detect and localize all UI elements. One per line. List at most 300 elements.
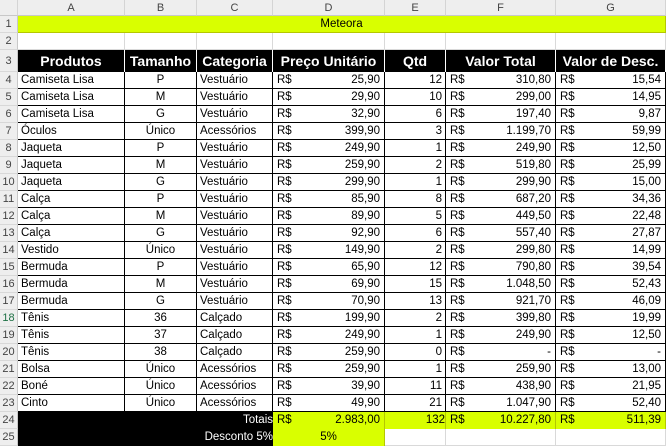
cell-total[interactable] [446, 276, 556, 293]
cell-total[interactable] [446, 225, 556, 242]
row-header-8[interactable]: 8 [0, 140, 18, 157]
cell-desc-value: 14,95 [632, 91, 661, 103]
cell-categoria[interactable]: Vestuário [197, 225, 273, 242]
row-header-17[interactable]: 17 [0, 293, 18, 310]
currency-symbol: R$ [560, 193, 575, 205]
row-header-22[interactable]: 22 [0, 378, 18, 395]
cell-total-value: 1.048,50 [506, 278, 551, 290]
cell-categoria[interactable]: Vestuário [197, 191, 273, 208]
currency-symbol: R$ [277, 278, 292, 290]
table-row [0, 106, 666, 123]
cell-categoria[interactable]: Vestuário [197, 140, 273, 157]
cell-tamanho[interactable]: G [125, 225, 197, 242]
header-row [0, 50, 666, 72]
cell-categoria[interactable]: Acessórios [197, 395, 273, 412]
cell-preco[interactable] [273, 242, 385, 259]
cell-preco[interactable] [273, 378, 385, 395]
cell-qtd[interactable]: 3 [385, 123, 446, 140]
cell-tamanho[interactable]: G [125, 174, 197, 191]
cell-total-value: 197,40 [515, 108, 551, 120]
row-header-18[interactable]: 18 [0, 310, 18, 327]
cell-produto[interactable]: Tênis [18, 310, 125, 327]
currency-symbol: R$ [450, 329, 465, 341]
cell-tamanho[interactable]: M [125, 208, 197, 225]
cell-total-value: 790,80 [515, 261, 551, 273]
column-header-d[interactable]: D [273, 0, 385, 16]
discount-label[interactable]: Desconto 5% [18, 429, 273, 446]
cell-categoria[interactable]: Vestuário [197, 72, 273, 89]
empty-cell[interactable] [446, 33, 556, 50]
cell-categoria[interactable]: Acessórios [197, 378, 273, 395]
currency-symbol: R$ [450, 125, 465, 137]
cell-desc-value: 27,87 [632, 227, 661, 239]
currency-symbol: R$ [277, 91, 292, 103]
cell-total-value: 299,00 [515, 91, 551, 103]
row-header-2[interactable]: 2 [0, 33, 18, 50]
cell-total[interactable] [446, 72, 556, 89]
cell-preco[interactable] [273, 276, 385, 293]
cell-total-value: 557,40 [515, 227, 551, 239]
currency-symbol: R$ [277, 159, 292, 171]
cell-desc[interactable] [556, 361, 666, 378]
cell-tamanho[interactable]: Único [125, 361, 197, 378]
table-row [0, 72, 666, 89]
cell-qtd[interactable]: 8 [385, 191, 446, 208]
row-header-15[interactable]: 15 [0, 259, 18, 276]
cell-qtd[interactable]: 2 [385, 157, 446, 174]
row-1 [0, 16, 666, 33]
currency-symbol: R$ [450, 142, 465, 154]
col-header-produtos[interactable]: Produtos [18, 50, 125, 72]
cell-desc[interactable] [556, 225, 666, 242]
row-header-23[interactable]: 23 [0, 395, 18, 412]
row-header-9[interactable]: 9 [0, 157, 18, 174]
cell-tamanho[interactable]: 37 [125, 327, 197, 344]
cell-produto[interactable]: Jaqueta [18, 140, 125, 157]
currency-symbol: R$ [450, 363, 465, 375]
currency-symbol: R$ [560, 397, 575, 409]
table-row [0, 310, 666, 327]
cell-preco-value: 92,90 [351, 227, 380, 239]
cell-desc[interactable] [556, 276, 666, 293]
row-header-1[interactable]: 1 [0, 16, 18, 33]
cell-desc[interactable] [556, 174, 666, 191]
cell-produto[interactable]: Calça [18, 191, 125, 208]
cell-total[interactable] [446, 327, 556, 344]
currency-symbol: R$ [450, 244, 465, 256]
cell-categoria[interactable]: Acessórios [197, 123, 273, 140]
currency-symbol: R$ [450, 74, 465, 86]
cell-desc-value: 25,99 [632, 159, 661, 171]
currency-symbol: R$ [450, 91, 465, 103]
cell-categoria[interactable]: Vestuário [197, 106, 273, 123]
currency-symbol: R$ [277, 193, 292, 205]
cell-total[interactable] [446, 259, 556, 276]
empty-cell[interactable] [273, 33, 385, 50]
cell-desc[interactable] [556, 208, 666, 225]
cell-desc[interactable] [556, 310, 666, 327]
cell-preco[interactable] [273, 344, 385, 361]
currency-symbol: R$ [277, 363, 292, 375]
cell-produto[interactable]: Cinto [18, 395, 125, 412]
column-header-b[interactable]: B [125, 0, 197, 16]
cell-categoria[interactable]: Vestuário [197, 293, 273, 310]
cell-preco[interactable] [273, 174, 385, 191]
cell-qtd[interactable]: 1 [385, 361, 446, 378]
cell-preco-value: 32,90 [351, 108, 380, 120]
currency-symbol: R$ [450, 193, 465, 205]
currency-symbol: R$ [560, 74, 575, 86]
cell-produto[interactable]: Bermuda [18, 259, 125, 276]
cell-total-value: 438,90 [515, 380, 551, 392]
cell-desc-value: 46,09 [632, 295, 661, 307]
currency-symbol: R$ [560, 142, 575, 154]
cell-qtd[interactable]: 12 [385, 259, 446, 276]
cell-produto[interactable]: Vestido [18, 242, 125, 259]
currency-symbol: R$ [560, 210, 575, 222]
column-header-g[interactable]: G [556, 0, 666, 16]
empty-cell[interactable] [125, 33, 197, 50]
cell-produto[interactable]: Calça [18, 208, 125, 225]
currency-symbol: R$ [560, 295, 575, 307]
table-row [0, 276, 666, 293]
col-header-valor-desc[interactable]: Valor de Desc. [556, 50, 666, 72]
table-row [0, 361, 666, 378]
cell-categoria[interactable]: Vestuário [197, 89, 273, 106]
cell-total[interactable] [446, 208, 556, 225]
currency-symbol: R$ [277, 397, 292, 409]
row-header-21[interactable]: 21 [0, 361, 18, 378]
totals-preco[interactable] [273, 412, 385, 429]
cell-produto[interactable]: Óculos [18, 123, 125, 140]
cell-preco-value: 70,90 [351, 295, 380, 307]
cell-preco[interactable] [273, 106, 385, 123]
cell-desc[interactable] [556, 259, 666, 276]
column-header-e[interactable]: E [385, 0, 446, 16]
currency-symbol: R$ [277, 261, 292, 273]
cell-qtd[interactable]: 2 [385, 310, 446, 327]
cell-total[interactable] [446, 123, 556, 140]
cell-preco-value: 39,90 [351, 380, 380, 392]
cell-desc[interactable] [556, 140, 666, 157]
cell-desc-value: 21,95 [632, 380, 661, 392]
empty-cell[interactable] [385, 429, 446, 446]
empty-cell[interactable] [197, 33, 273, 50]
cell-categoria[interactable]: Vestuário [197, 157, 273, 174]
cell-total[interactable] [446, 395, 556, 412]
cell-total[interactable] [446, 157, 556, 174]
cell-desc[interactable] [556, 344, 666, 361]
row-header-24[interactable]: 24 [0, 412, 18, 429]
cell-preco[interactable] [273, 89, 385, 106]
cell-total-value: 299,80 [515, 244, 551, 256]
col-header-categoria[interactable]: Categoria [197, 50, 273, 72]
row-2 [0, 33, 666, 50]
cell-desc-value: 19,99 [632, 312, 661, 324]
cell-preco[interactable] [273, 191, 385, 208]
cell-desc[interactable] [556, 89, 666, 106]
cell-categoria[interactable]: Acessórios [197, 361, 273, 378]
cell-categoria[interactable]: Calçado [197, 310, 273, 327]
row-header-25[interactable]: 25 [0, 429, 18, 446]
cell-desc[interactable] [556, 123, 666, 140]
cell-total-value: 259,90 [515, 363, 551, 375]
row-header-6[interactable]: 6 [0, 106, 18, 123]
cell-produto[interactable]: Bermuda [18, 276, 125, 293]
empty-cell[interactable] [18, 33, 125, 50]
cell-preco-value: 65,90 [351, 261, 380, 273]
cell-qtd[interactable]: 2 [385, 242, 446, 259]
currency-symbol: R$ [560, 346, 575, 358]
currency-symbol: R$ [560, 363, 575, 375]
cell-preco[interactable] [273, 225, 385, 242]
cell-desc[interactable] [556, 191, 666, 208]
col-header-preco-unitario[interactable]: Preço Unitário [273, 50, 385, 72]
currency-symbol: R$ [560, 312, 575, 324]
cell-tamanho[interactable]: Único [125, 242, 197, 259]
currency-symbol: R$ [450, 346, 465, 358]
cell-desc[interactable] [556, 106, 666, 123]
row-header-7[interactable]: 7 [0, 123, 18, 140]
cell-desc-value: - [657, 346, 661, 358]
cell-tamanho[interactable]: G [125, 293, 197, 310]
cell-tamanho[interactable]: G [125, 106, 197, 123]
cell-total[interactable] [446, 89, 556, 106]
currency-symbol: R$ [277, 227, 292, 239]
cell-produto[interactable]: Boné [18, 378, 125, 395]
cell-total-value: 249,90 [515, 329, 551, 341]
cell-total[interactable] [446, 293, 556, 310]
currency-symbol: R$ [277, 210, 292, 222]
row-header-10[interactable]: 10 [0, 174, 18, 191]
cell-categoria[interactable]: Vestuário [197, 242, 273, 259]
table-row [0, 344, 666, 361]
cell-qtd[interactable]: 5 [385, 208, 446, 225]
cell-qtd[interactable]: 1 [385, 327, 446, 344]
cell-tamanho[interactable]: 36 [125, 310, 197, 327]
cell-produto[interactable]: Camiseta Lisa [18, 89, 125, 106]
row-header-14[interactable]: 14 [0, 242, 18, 259]
cell-preco[interactable] [273, 208, 385, 225]
discount-row [0, 429, 666, 446]
totals-label[interactable]: Totais [18, 412, 273, 429]
cell-desc-value: 22,48 [632, 210, 661, 222]
totals-total[interactable] [446, 412, 556, 429]
cell-categoria[interactable]: Vestuário [197, 174, 273, 191]
row-header-4[interactable]: 4 [0, 72, 18, 89]
cell-preco-value: 249,90 [344, 329, 380, 341]
cell-preco-value: 49,90 [351, 397, 380, 409]
cell-qtd[interactable]: 6 [385, 106, 446, 123]
cell-preco-value: 259,90 [344, 159, 380, 171]
cell-preco[interactable] [273, 259, 385, 276]
cell-total[interactable] [446, 378, 556, 395]
cell-preco[interactable] [273, 72, 385, 89]
cell-preco-value: 259,90 [344, 346, 380, 358]
cell-tamanho[interactable]: Único [125, 123, 197, 140]
cell-desc[interactable] [556, 378, 666, 395]
row-header-19[interactable]: 19 [0, 327, 18, 344]
cell-qtd[interactable]: 6 [385, 225, 446, 242]
sheet-title[interactable]: Meteora [18, 16, 666, 33]
cell-preco-value: 399,90 [344, 125, 380, 137]
cell-total-value: 299,90 [515, 176, 551, 188]
totals-desc[interactable] [556, 412, 666, 429]
cell-categoria[interactable]: Vestuário [197, 276, 273, 293]
cell-produto[interactable]: Bolsa [18, 361, 125, 378]
cell-desc[interactable] [556, 327, 666, 344]
column-header-f[interactable]: F [446, 0, 556, 16]
currency-symbol: R$ [560, 278, 575, 290]
cell-tamanho[interactable]: Único [125, 378, 197, 395]
cell-qtd[interactable]: 21 [385, 395, 446, 412]
cell-produto[interactable]: Jaqueta [18, 157, 125, 174]
cell-preco[interactable] [273, 140, 385, 157]
cell-desc[interactable] [556, 293, 666, 310]
totals-qtd[interactable]: 132 [385, 412, 446, 429]
cell-categoria[interactable]: Calçado [197, 344, 273, 361]
cell-categoria[interactable]: Vestuário [197, 208, 273, 225]
cell-tamanho[interactable]: Único [125, 395, 197, 412]
discount-value[interactable]: 5% [273, 429, 385, 446]
cell-qtd[interactable]: 10 [385, 89, 446, 106]
row-header-20[interactable]: 20 [0, 344, 18, 361]
cell-total-value: 449,50 [515, 210, 551, 222]
cell-preco[interactable] [273, 157, 385, 174]
cell-produto[interactable]: Tênis [18, 344, 125, 361]
cell-preco-value: 199,90 [344, 312, 380, 324]
currency-symbol: R$ [450, 312, 465, 324]
cell-total-value: 399,80 [515, 312, 551, 324]
cell-produto[interactable]: Jaqueta [18, 174, 125, 191]
cell-produto[interactable]: Tênis [18, 327, 125, 344]
currency-symbol: R$ [277, 244, 292, 256]
cell-desc-value: 15,00 [632, 176, 661, 188]
cell-qtd[interactable]: 1 [385, 174, 446, 191]
select-all-corner[interactable] [0, 0, 18, 16]
col-header-valor-total[interactable]: Valor Total [446, 50, 556, 72]
cell-preco-value: 85,90 [351, 193, 380, 205]
cell-total-value: 1.199,70 [506, 125, 551, 137]
cell-total[interactable] [446, 344, 556, 361]
cell-tamanho[interactable]: M [125, 157, 197, 174]
cell-qtd[interactable]: 15 [385, 276, 446, 293]
row-header-5[interactable]: 5 [0, 89, 18, 106]
cell-tamanho[interactable]: M [125, 276, 197, 293]
cell-total-value: 310,80 [515, 74, 551, 86]
cell-qtd[interactable]: 13 [385, 293, 446, 310]
row-header-3[interactable]: 3 [0, 50, 18, 72]
currency-symbol: R$ [277, 74, 292, 86]
cell-desc-value: 59,99 [632, 125, 661, 137]
cell-categoria[interactable]: Vestuário [197, 259, 273, 276]
cell-total[interactable] [446, 242, 556, 259]
cell-tamanho[interactable]: P [125, 191, 197, 208]
cell-preco[interactable] [273, 293, 385, 310]
cell-desc[interactable] [556, 242, 666, 259]
cell-qtd[interactable]: 0 [385, 344, 446, 361]
cell-preco[interactable] [273, 395, 385, 412]
col-header-tamanho[interactable]: Tamanho [125, 50, 197, 72]
cell-qtd[interactable]: 11 [385, 378, 446, 395]
currency-symbol: R$ [560, 380, 575, 392]
currency-symbol: R$ [450, 380, 465, 392]
empty-cell[interactable] [556, 33, 666, 50]
cell-desc-value: 52,40 [632, 397, 661, 409]
col-header-qtd[interactable]: Qtd [385, 50, 446, 72]
cell-total[interactable] [446, 140, 556, 157]
row-header-12[interactable]: 12 [0, 208, 18, 225]
totals-preco-value: 2.983,00 [335, 414, 380, 426]
cell-preco-value: 259,90 [344, 363, 380, 375]
currency-symbol: R$ [560, 125, 575, 137]
cell-preco[interactable] [273, 327, 385, 344]
currency-symbol: R$ [560, 414, 575, 426]
table-row [0, 89, 666, 106]
currency-symbol: R$ [450, 210, 465, 222]
cell-categoria[interactable]: Calçado [197, 327, 273, 344]
cell-qtd[interactable]: 1 [385, 140, 446, 157]
cell-qtd[interactable]: 12 [385, 72, 446, 89]
totals-desc-value: 511,39 [626, 414, 661, 426]
currency-symbol: R$ [450, 414, 465, 426]
empty-cell[interactable] [385, 33, 446, 50]
cell-desc[interactable] [556, 395, 666, 412]
currency-symbol: R$ [560, 176, 575, 188]
cell-preco[interactable] [273, 310, 385, 327]
cell-preco[interactable] [273, 361, 385, 378]
row-header-16[interactable]: 16 [0, 276, 18, 293]
cell-total-value: 249,90 [515, 142, 551, 154]
cell-tamanho[interactable]: P [125, 140, 197, 157]
cell-tamanho[interactable]: P [125, 72, 197, 89]
cell-total[interactable] [446, 174, 556, 191]
table-row [0, 208, 666, 225]
cell-total[interactable] [446, 310, 556, 327]
currency-symbol: R$ [277, 380, 292, 392]
row-header-13[interactable]: 13 [0, 225, 18, 242]
cell-tamanho[interactable]: 38 [125, 344, 197, 361]
column-header-a[interactable]: A [18, 0, 125, 16]
cell-total[interactable] [446, 106, 556, 123]
cell-total[interactable] [446, 361, 556, 378]
empty-cell[interactable] [446, 429, 556, 446]
cell-desc[interactable] [556, 157, 666, 174]
currency-symbol: R$ [560, 227, 575, 239]
currency-symbol: R$ [450, 261, 465, 273]
currency-symbol: R$ [560, 261, 575, 273]
cell-desc-value: 39,54 [632, 261, 661, 273]
row-header-11[interactable]: 11 [0, 191, 18, 208]
cell-total[interactable] [446, 191, 556, 208]
cell-produto[interactable]: Calça [18, 225, 125, 242]
cell-desc-value: 13,00 [632, 363, 661, 375]
currency-symbol: R$ [277, 312, 292, 324]
table-row [0, 378, 666, 395]
column-header-c[interactable]: C [197, 0, 273, 16]
cell-desc[interactable] [556, 72, 666, 89]
cell-preco[interactable] [273, 123, 385, 140]
cell-tamanho[interactable]: P [125, 259, 197, 276]
cell-produto[interactable]: Camiseta Lisa [18, 72, 125, 89]
empty-cell[interactable] [556, 429, 666, 446]
cell-produto[interactable]: Bermuda [18, 293, 125, 310]
cell-produto[interactable]: Camiseta Lisa [18, 106, 125, 123]
cell-tamanho[interactable]: M [125, 89, 197, 106]
table-row [0, 225, 666, 242]
cell-desc-value: 12,50 [632, 329, 661, 341]
currency-symbol: R$ [450, 227, 465, 239]
